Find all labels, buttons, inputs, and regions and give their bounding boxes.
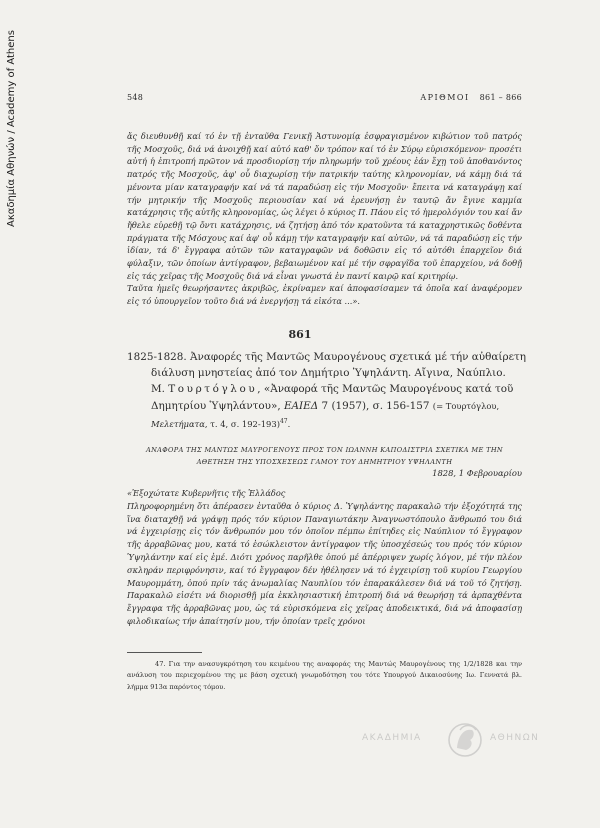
continued-text (127, 130, 522, 308)
letter-body (127, 487, 522, 628)
journal-name: ΕΑΙΕΔ (283, 399, 319, 412)
title-end: . (287, 418, 291, 429)
page-number: 548 (127, 93, 144, 102)
athena-head-icon (448, 718, 482, 762)
watermark-text-right: ΑΘΗΝΩΝ (490, 733, 540, 743)
continued-paragraph: ἄς διευθυνθῇ καί τό ἐν τῇ ἐνταῦθα Γενικῇ Ἀστυνομίᾳ ἐσφραγισμένον κιβώτιον τοῦ πατρός τῆς Μοσχοῦς, διά νά ἀνοιχθῇ καί αὐτό καθ' ὅν τρόπον καί τό ἐν Σύρῳ εὑρισκόμενον· προσέτι αὐτή ἡ ἐπιτροπή πρῶτον νά προσδιορίσῃ τήν πληρωμήν τοῦ χρέους ἐάν ἔχῃ τοῦ ἀποθανόντος πατρός τῆς Μοσχοῦς, ἀφ' οὗ διαχωρίσῃ τήν πατρικήν ταύτης κληρονομίαν, νά κάμῃ διά τά μένοντα μίαν καταγραφήν καί νά τά παραδώσῃ εἰς τήν Μοσχοῦν· ἔπειτα νά καταγράψῃ καί τήν μητρικήν τῆς Μοσχοῦς περιουσίαν καί νά ἐρευνήσῃ ἐν ταυτῷ ἄν ἔγινε καμμία κατάχρησις τῆς αὐτῆς κληρονομίας, ὡς λέγει ὁ κύριος Π. Πάου εἰς τό ἡμερολόγιόν του καί ἄν ἤθελε εὑρεθῇ τῷ ὄντι κατάχρησις, νά ζητήσῃ ἀπό τόν κρατοῦντα τά καταχρηστικῶς δοθέντα πράγματα τῆς Μόσχους καί ἀφ' οὗ κάμῃ τήν καταγραφήν καί αὐτῶν, νά τά παραδώσῃ εἰς τήν ἰδίαν, τά δ' ἔγγραφα αὐτῶν τῶν καταγραφῶν νά δοθῶσιν εἰς τό αὐτόθι ἐπαρχεῖον διά φύλαξιν, τῶν ὁποίων ἀντίγραφον, βεβαιωμένον καί μέ τήν σφραγῖδα τοῦ ἐπαρχείου, νά δοθῇ εἰς τάς χεῖρας τῆς Μοσχοῦς διά νά εἶναι γνωστά ἐν παντί καιρῷ καί κριτηρίῳ. (127, 131, 522, 281)
document-number: 861 (288, 328, 312, 341)
title-line (127, 365, 527, 381)
continued-paragraph: Ταῦτα ἡμεῖς θεωρήσαντες ἀκριβῶς, ἐκρίναμεν καί ἀποφασίσαμεν τά ὁποῖα καί ἀναφέρομεν εἰς τό ὑπουργεῖον τοῦτο διά νά ἐνεργήσῃ τά εἰκότα ...». (127, 283, 522, 307)
journal-volume: 7 (1957), σ. 156-157 (318, 399, 433, 412)
caption-line: ΑΝΑΦΟΡΑ ΤΗΣ ΜΑΝΤΩΣ ΜΑΥΡΟΓΕΝΟΥΣ ΠΡΟΣ ΤΟΝ ΙΩΑΝΝΗ ΚΑΠΟΔΙΣΤΡΙΑ ΣΧΕΤΙΚΑ ΜΕ ΤΗΝ (145, 446, 504, 454)
title-reference-line (127, 414, 527, 432)
footnote-marker: 47 (279, 417, 288, 425)
footnote-divider (127, 652, 202, 653)
sidebar-label: Ακαδημία Αθηνών / Academy of Athens (6, 30, 17, 227)
footnote-text: 47. Για την ανασυγκρότηση του κειμένου της αναφοράς της Μαντώς Μαυρογένους της 1/2/1828 και την ανάλυση του περιεχομένου της με βάση σχετική γνωμοδότηση του τότε Υπουργού Δικαιοσύνης Ιω. Γεννατά βλ. λήμμα 913α παρόντος τόμου. (127, 660, 522, 691)
entry-range: 861 – 866 (479, 93, 522, 102)
reference-title-cont: Δημητρίου Ὑψηλάντου», (151, 399, 284, 412)
document-caption (127, 445, 522, 468)
title-reference-line (127, 381, 527, 397)
running-title-text: ΑΡΙΘΜΟΙ (420, 93, 470, 102)
cross-reference: (= Τουρτόγλου, (432, 400, 500, 411)
author-initial: Μ. (151, 383, 165, 396)
watermark-text-left: ΑΚΑΔΗΜΙΑ (362, 733, 422, 743)
footnote (127, 659, 522, 693)
reference-title: , «Ἀναφορά τῆς Μαντῶς Μαυρογένους κατά τοῦ (257, 383, 514, 396)
title-reference-line (127, 398, 527, 414)
author-surname: Τουρτόγλου (168, 383, 258, 396)
title-line-text: διάλυση μνηστείας ἀπό τον Δημήτριο Ὑψηλάντη. Αἴγινα, Ναύπλιο. (151, 367, 506, 380)
letter-text: Πληροφορημένη ὅτι ἀπέρασεν ἐνταῦθα ὁ κύριος Δ. Ὑψηλάντης παρακαλῶ τήν ἐξοχότητά της ἵνα διαταχθῇ νά γράψῃ πρός τόν κύριον Παναγιωτάκην Ἀναγνωστόπουλο ἄνθρωπό του διά νά ἐγχειρίσῃς εἰς τόν ἄνθρωπόν μου τόν ὁποῖον πέμπω ἐπίτηδες εἰς Ναύπλιον τό ἔγγραφον τῆς ἀρραβῶνας μου, κατά τό ἐσώκλειστον ἀντίγραφον τῆς ὑποσχέσεώς του πρός τόν κύριον Ὑψηλάντην καί εἰς ἐμέ. Διότι χρόνος παρῆλθε ὁπού μέ ἀπέρριψεν χωρίς λόγον, μέ τήν πλέον σκληράν περιφρόνησιν, καί τό ἔγγραφον δέν ἠθέλησεν νά τό ἐγχειρίσῃ τοῦ κυρίου Γεωργίου Μαυρομμάτη, ὁπού πρίν τάς ἀνωμαλίας Ναυπλίου τόν ἐπαρακάλεσεν διά νά τοῦ τό ζητήσῃ. Παρακαλῶ εἰσέτι νά διορισθῇ μία ἐκκλησιαστική ἐπιτροπή διά νά θεωρήσῃ τά ἀρπαχθέντα ἔγγραφα τῆς ἀρραβῶνας μου, ὡς τά εὑρισκόμενα εἰς χεῖρας ἀποδεικτικά, διά νά ἀποφασίσῃ φιλοδικαίως τήν ἀπαίτησίν μου, τήν ὁποίαν τρεῖς χρόνοι (127, 500, 522, 626)
document-title (127, 349, 527, 432)
academy-watermark-logo (362, 716, 562, 766)
running-title (420, 93, 522, 102)
letter-salutation: «Ἐξοχώτατε Κυβερνῆτις τῆς Ἑλλάδος (127, 488, 286, 498)
page-header (127, 93, 522, 107)
title-line: 1825-1828. Ἀναφορές τῆς Μαντῶς Μαυρογένους σχετικά μέ τήν αὐθαίρετη (127, 351, 526, 363)
place-date: 1828, 1 Φεβρουαρίου (432, 468, 522, 478)
book-pages: , τ. 4, σ. 192-193) (204, 418, 280, 429)
book-title: Μελετήματα (151, 418, 205, 429)
caption-line: ΑΘΕΤΗΣΗ ΤΗΣ ΥΠΟΣΧΕΣΕΩΣ ΓΑΜΟΥ ΤΟΥ ΔΗΜΗΤΡΙΟΥ ΥΨΗΛΑΝΤΗ (196, 457, 453, 466)
